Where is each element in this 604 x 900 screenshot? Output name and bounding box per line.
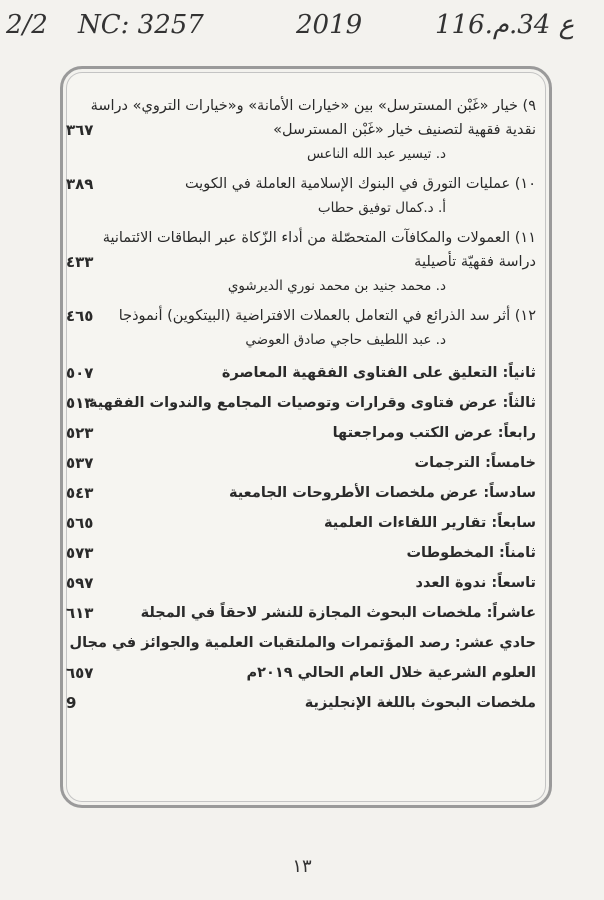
page-ref: 9 (66, 694, 77, 712)
toc-entry-9-line2: نقدية فقهية لتصنيف خيار «غَبْن المسترسل» ٣٦٧ (66, 118, 536, 142)
toc-entry-11-line2: دراسة فقهيّة تأصيلية ٤٣٣ (66, 250, 536, 274)
toc-section-2: ثانياً: التعليق على الفتاوى الفقهية المعاصرة ٥٠٧ (66, 358, 536, 388)
page-ref: ٦١٣ (66, 604, 94, 622)
handwritten-year: 2019 (296, 10, 363, 40)
page-ref: ٤٦٥ (66, 307, 94, 325)
page-ref: ٥٩٧ (66, 574, 94, 592)
toc-author: د. محمد جنيد بن محمد نوري الديرشوي (227, 278, 446, 294)
page-ref: ٦٥٧ (66, 664, 94, 682)
handwritten-fraction: 2/2 (6, 10, 48, 40)
toc-entry-11-line1: ١١) العمولات والمكافآت المتحصّلة من أداء الزّكاة عبر البطاقات الائتمانية (102, 230, 536, 246)
toc-section-7: سابعاً: تقارير اللقاءات العلمية ٥٦٥ (66, 508, 536, 538)
toc-section-11-line2: العلوم الشرعية خلال العام الحالي ٢٠١٩م ٦٥٧ (66, 658, 536, 688)
table-of-contents (66, 94, 536, 718)
page-ref: ٥١٣ (66, 394, 94, 412)
page-number: ١٣ (292, 856, 312, 877)
page-ref: ٣٦٧ (66, 121, 94, 139)
page-ref: ٤٣٣ (66, 253, 94, 271)
toc-entry-9-line1: ٩) خيار «غَبْن المسترسل» بين «خيارات الأمانة» و«خيارات التروي» دراسة (90, 98, 536, 114)
page-ref: ٥٣٧ (66, 454, 94, 472)
page-ref: ٣٨٩ (66, 175, 94, 193)
toc-section-4: رابعاً: عرض الكتب ومراجعتها ٥٢٣ (66, 418, 536, 448)
handwritten-code: NC: 3257 (78, 10, 204, 40)
toc-author: أ. د.كمال توفيق حطاب (317, 200, 446, 216)
toc-entry-12: ١٢) أثر سد الذرائع في التعامل بالعملات الافتراضية (البيتكوين) أنموذجا ٤٦٥ (66, 304, 536, 328)
toc-author: د. تيسير عبد الله الناعس (307, 146, 446, 162)
toc-section-11-line1: حادي عشر: رصد المؤتمرات والملتقيات العلمية والجوائز في مجال (69, 635, 536, 651)
page-ref: ٥٦٥ (66, 514, 94, 532)
toc-author: د. عبد اللطيف حاجي صادق العوضي (245, 332, 446, 348)
toc-section-8: ثامناً: المخطوطات ٥٧٣ (66, 538, 536, 568)
handwritten-ref: 116.ع 34.م (435, 10, 575, 40)
page-ref: ٥٠٧ (66, 364, 94, 382)
toc-section-9: تاسعاً: ندوة العدد ٥٩٧ (66, 568, 536, 598)
page-ref: ٥٤٣ (66, 484, 94, 502)
toc-section-5: خامساً: الترجمات ٥٣٧ (66, 448, 536, 478)
toc-entry-10: ١٠) عمليات التورق في البنوك الإسلامية العاملة في الكويت ٣٨٩ (66, 172, 536, 196)
toc-section-3: ثالثاً: عرض فتاوى وقرارات وتوصيات المجامع والندوات الفقهية ٥١٣ (66, 388, 536, 418)
handwritten-annotations (0, 6, 604, 46)
toc-section-10: عاشراً: ملخصات البحوث المجازة للنشر لاحقاً في المجلة ٦١٣ (66, 598, 536, 628)
page-ref: ٥٢٣ (66, 424, 94, 442)
toc-section-english: ملخصات البحوث باللغة الإنجليزية 9 (66, 688, 536, 718)
toc-section-6: سادساً: عرض ملخصات الأطروحات الجامعية ٥٤٣ (66, 478, 536, 508)
page-ref: ٥٧٣ (66, 544, 94, 562)
